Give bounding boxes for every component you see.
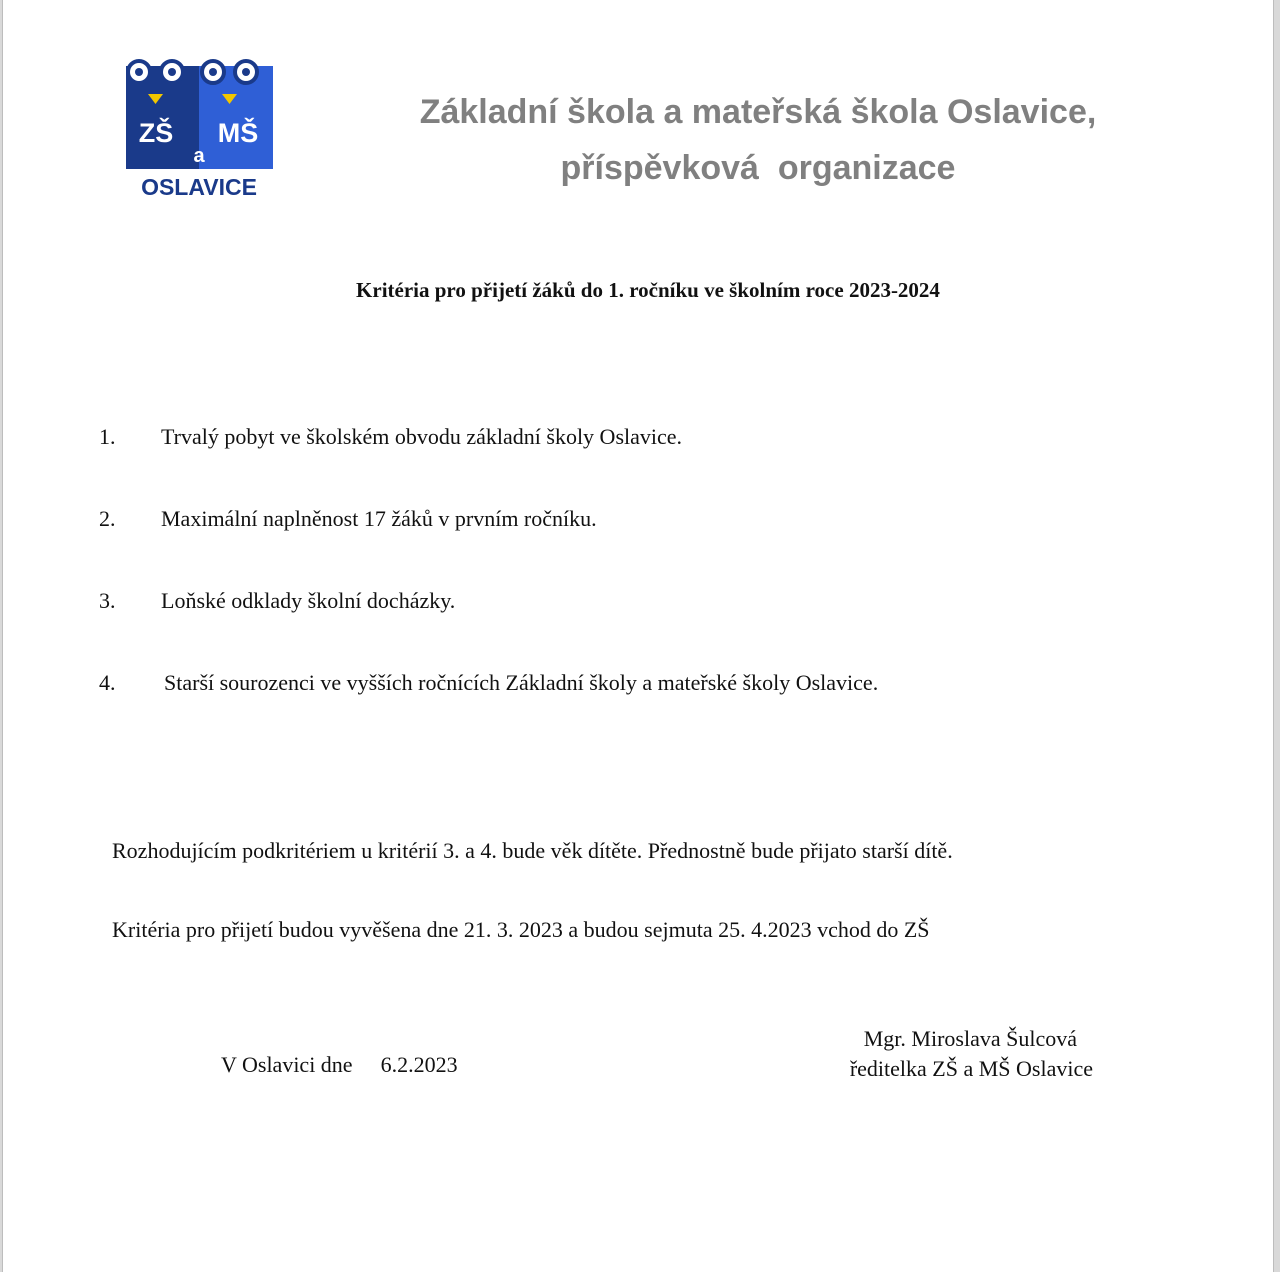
list-item-text: Starší sourozenci ve vyšších ročnících Základní školy a mateřské školy Oslavice. [164,670,879,695]
list-item-number: 1. [99,424,116,449]
logo-ms-text: MŠ [217,118,259,148]
document-date: 6.2.2023 [380,1052,458,1077]
list-item [99,588,1199,670]
document-title: Kritéria pro přijetí žáků do 1. ročníku ve školním roce 2023-2024 [356,278,940,302]
document-page [2,0,1274,1272]
school-name-line-2: příspěvková organizace [560,149,956,187]
signer-name: Mgr. Miroslava Šulcová [863,1026,1077,1051]
list-item-text: Trvalý pobyt ve školském obvodu základní školy Oslavice. [161,424,683,449]
list-item-number: 2. [99,506,116,531]
signer-role: ředitelka ZŠ a MŠ Oslavice [849,1056,1093,1081]
list-item-number: 4. [99,670,116,695]
logo-town-text: OSLAVICE [141,174,257,200]
school-logo [126,52,273,200]
logo-a-text: a [193,145,205,167]
list-item [99,506,1199,588]
school-name-line-1: Základní škola a mateřská škola Oslavice, [419,93,1097,131]
list-item-text: Maximální naplněnost 17 žáků v prvním ročníku. [161,506,597,531]
place-and-date [221,1052,458,1078]
list-item [99,670,1199,752]
signature-block [793,1024,1093,1084]
list-item-number: 3. [99,588,116,613]
logo-zs-text: ZŠ [138,118,174,148]
list-item-text: Loňské odklady školní docházky. [161,588,456,613]
criteria-list [99,424,1199,752]
posting-dates-paragraph: Kritéria pro přijetí budou vyvěšena dne 21. 3. 2023 a budou sejmuta 25. 4.2023 vchod do ZŠ [112,917,930,942]
school-name [303,84,1213,196]
list-item [99,424,1199,506]
place-label: V Oslavici dne [221,1052,353,1077]
sub-criterion-paragraph: Rozhodujícím podkritériem u kritérií 3. a 4. bude věk dítěte. Přednostně bude přijato starší dítě. [112,838,953,863]
